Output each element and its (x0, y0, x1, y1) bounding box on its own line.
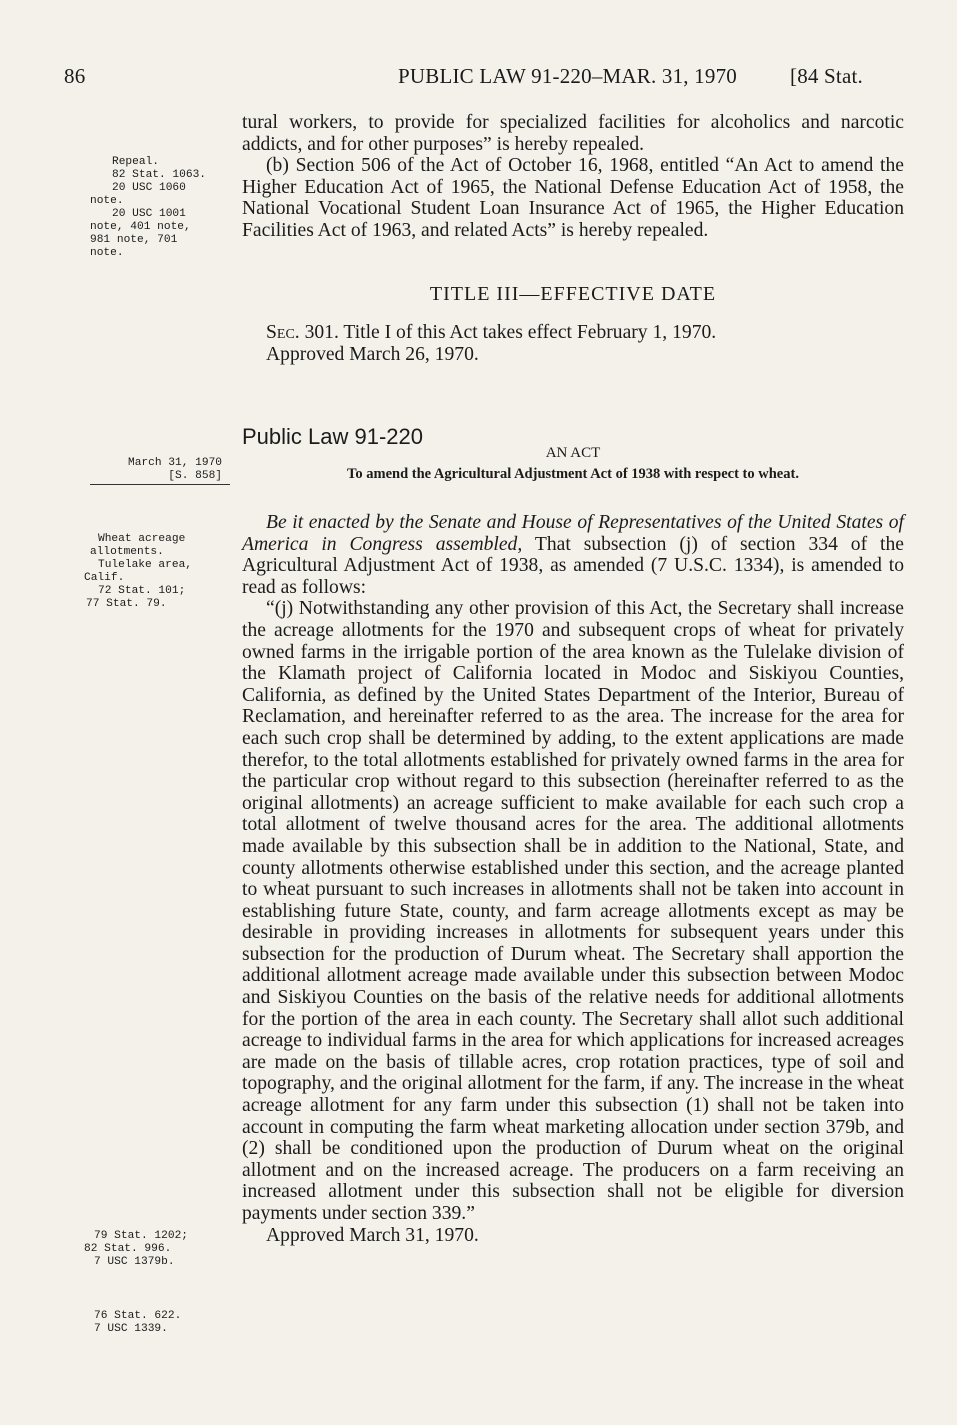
margin-note-repeal (90, 156, 247, 260)
act-purpose: To amend the Agricultural Adjustment Act of 1938 with respect to wheat. (347, 466, 799, 482)
stat-reference: [84 Stat. (790, 64, 863, 88)
margin-note-cite2 (94, 1310, 229, 1336)
enacting-text: That subsection (j) of section 334 of the Agricultural Adjustment Act of 1938, as amended (7 U.S.C. 1334), is amended to read as follows: (242, 533, 904, 598)
margin-line: 981 note, 701 (90, 234, 178, 246)
section-text: Title I of this Act takes effect February 1, 1970. (343, 322, 717, 343)
margin-line: Repeal. (112, 156, 159, 168)
margin-line: 20 USC 1060 (112, 182, 186, 194)
margin-note-date (112, 457, 222, 483)
margin-line: 7 USC 1379b. (94, 1256, 175, 1268)
margin-line: 76 Stat. 622. (94, 1310, 182, 1322)
running-title: PUBLIC LAW 91-220–MAR. 31, 1970 (398, 64, 737, 88)
section-301 (242, 322, 904, 365)
section-label: Sec. 301. (266, 322, 339, 343)
margin-line: 82 Stat. 996. (84, 1243, 172, 1255)
margin-line: 79 Stat. 1202; (94, 1230, 188, 1242)
margin-note-wheat (84, 533, 233, 611)
title-iii-heading: TITLE III—EFFECTIVE DATE (429, 283, 717, 305)
paragraph-b: (b) Section 506 of the Act of October 16, 1968, entitled “An Act to amend the Higher Education Act of 1965, the National Defense Education Act of 1958, the National Vocational Student Loan Insurance Act of 1965, the Higher Education Facilities Act of 1963, and related Acts” is hereby repealed. (242, 155, 904, 241)
margin-line: note. (90, 247, 124, 259)
an-act-heading: AN ACT (545, 445, 601, 461)
paragraph-continuation: tural workers, to provide for specialized facilities for alcoholics and narcotic addicts, and for other purposes” is hereby repealed. (242, 112, 904, 155)
margin-line: note, 401 note, (90, 221, 191, 233)
approved-date-1: Approved March 26, 1970. (266, 343, 479, 365)
public-law-name: Public Law 91-220 (242, 424, 424, 449)
margin-line: March 31, 1970 (128, 457, 222, 469)
margin-line: 20 USC 1001 (112, 208, 186, 220)
margin-note-cite1 (84, 1230, 229, 1269)
margin-line: Calif. (84, 572, 125, 584)
margin-line: allotments. (90, 546, 164, 558)
approved-date-2: Approved March 31, 1970. (266, 1224, 479, 1246)
margin-line: Tulelake area, (98, 559, 192, 571)
margin-line: 72 Stat. 101; (98, 585, 186, 597)
enacting-clause: Be it enacted by the Senate and House of Representatives of the United States of America in Congress assembled, (242, 512, 904, 555)
margin-line: 82 Stat. 1063. (112, 169, 206, 181)
margin-rule (90, 484, 230, 485)
margin-line: Wheat acreage (98, 533, 186, 545)
margin-line: [S. 858] (168, 470, 222, 482)
margin-line: 7 USC 1339. (94, 1323, 168, 1335)
subsection-j: “(j) Notwithstanding any other provision of this Act, the Secretary shall increase the acreage allotments for the 1970 and subsequent crops of wheat for privately owned farms in the irrigable portion of the area known as the Tulelake division of the Klamath project of California located in Modoc and Siskiyou Counties, California, as defined by the United States Department of the Interior, Bureau of Reclamation, and hereinafter referred to as the area. The increase for the area for each such crop shall be determined by adding, to the extent applications are made therefor, to the total allotments established for privately owned farms in the area for the particular crop without regard to this subsection (hereinafter referred to as the original allotments) an acreage sufficient to make available for each such crop a total allotment of twelve thousand acres for the area. The additional allotments made available by this subsection shall be in addition to the National, State, and county allotments otherwise established under this section, and the acreage planted to wheat pursuant to such increases in allotments shall not be taken into account in establishing future State, county, and farm acreage allotments except as may be desirable in providing increases in allotments for subsequent years under this subsection for the production of Durum wheat. The Secretary shall apportion the additional allotment acreage made available under this subsection between Modoc and Siskiyou Counties on the basis of the relative needs for additional allotments for the portion of the area in each county. The Secretary shall allot such additional acreage to individual farms in the area for which applications for increased acreages are made on the basis of tillable acres, crop rotation practices, type of soil and topography, and the original allotment for the farm, if any. The increase in the wheat acreage allotment for any farm under this subsection (1) shall not be taken into account in computing the farm wheat marketing allocation under section 379b, and (2) shall be conditioned upon the production of Durum wheat on the original allotment and on the increased acreage. The producers on a farm receiving an increased allotment under this subsection shall not be eligible for diversion payments under section 339.” (242, 598, 904, 1224)
margin-line: note. (90, 195, 124, 207)
top-section (242, 112, 904, 242)
act-body (242, 512, 904, 1246)
page-number: 86 (64, 64, 86, 88)
margin-line: 77 Stat. 79. (86, 598, 167, 610)
